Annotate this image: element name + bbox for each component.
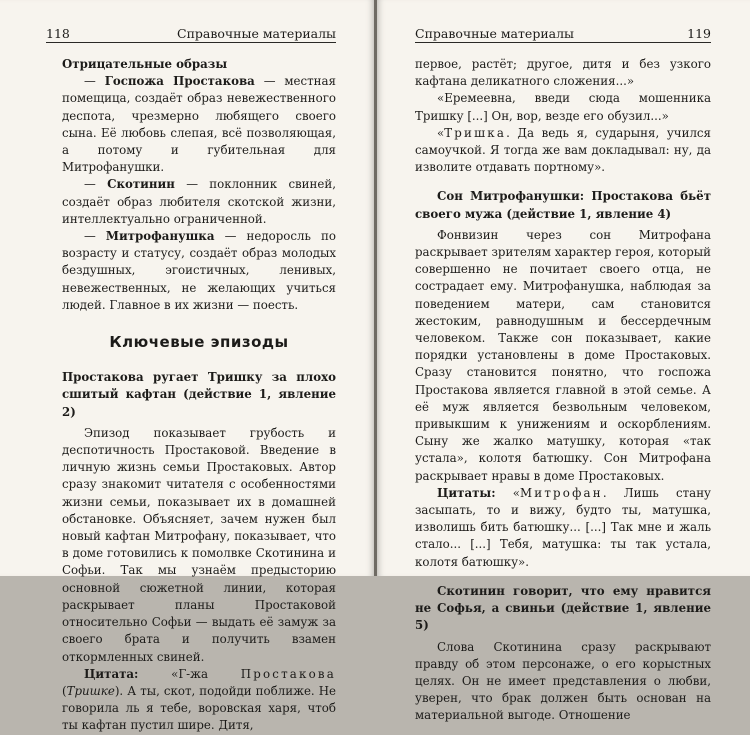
quote-paragraph: Цитата: «Г-жа Простакова (Тришке). А ты, скот, подойди поближе. Не говорила ль я тебе, воровская харя, чтоб ты кафтан пустил шире. Дитя,	[62, 666, 336, 733]
speaker-name: Тришка	[444, 125, 507, 140]
speaker-name: Митрофан	[519, 485, 603, 500]
episode-body: Фонвизин через сон Митрофана раскрывает зрителям характер героя, который совершенно не почитает своего отца, не сострадает ему. Митрофанушка, наблюдая за поведением матери, сам становится жестоким, равнодушным и бессердечным человеком. Также сон показывает, какие порядки установлены в доме Простаковых. Сразу становится понятно, что госпожа Простакова является главной в этой семье. А её муж является безвольным человеком, привыкшим к унижениям и оскорблениям. Сыну же жалко матушку, которая «так устала», колотя батюшку. Сон Митрофана раскрывает нравы в доме Простаковых.	[415, 227, 711, 483]
character-name: Скотинин	[107, 177, 175, 192]
episode-body: Слова Скотинина сразу раскрывают правду об этом персонаже, о его корыстных целях. Он не имеет представления о любви, уверен, что брак должен быть основан на материальной выгоде. Отношение	[415, 639, 711, 723]
character-name: Госпожа Простакова	[104, 74, 255, 89]
episode-body: Эпизод показывает грубость и деспотичность Простаковой. Введение в личную жизнь семьи Простаковых. Автор сразу знакомит читателя с особенностями жизни семьи, показывает их в домашней обстановке. Объясняет, зачем нужен был новый кафтан Митрофану, показывает, что в доме готовились к помолвке Скотинина и Софьи. Так мы узнаём предысторию основной сюжетной линии, которая раскрывает планы Простаковой относительно Софьи — выдать её замуж за своего брата и получить взамен откормленных свиней.	[62, 425, 336, 664]
running-title: Справочные материалы	[177, 26, 336, 41]
quote-paragraph: Цитаты: «Митрофан. Лишь стану засыпать, то и вижу, будто ты, матушка, изволишь бить батюшку... [...] Так мне и жаль стало... [...] Тебя, матушка: ты так устала, колотя батюшку».	[415, 485, 711, 569]
running-title: Справочные материалы	[415, 26, 574, 41]
page-number: 119	[687, 26, 711, 41]
right-page	[377, 0, 750, 723]
stage-direction: Тришке	[66, 683, 115, 698]
character-entry: — Скотинин — поклонник свиней, создаёт образ любителя скотской жизни, интеллектуально ограниченной.	[62, 177, 337, 226]
chapter-heading: Ключевые эпизоды	[109, 333, 289, 352]
character-entry: — Митрофанушка — недоросль по возрасту и статусу, создаёт образ молодых бездушных, эгоистичных, ленивых, невежественных, не желающих учиться людей. Главное в их жизни — поесть.	[62, 229, 336, 312]
left-running-head	[46, 26, 336, 43]
quote-line: «Еремеевна, введи сюда мошенника Тришку [...] Он, вор, везде его обузил...»	[415, 91, 711, 123]
speaker-name: Простакова	[240, 666, 336, 681]
episode-title: Простакова ругает Тришку за плохо сшитый кафтан (действие 1, явление 2)	[62, 370, 336, 419]
character-entry: — Госпожа Простакова — местная помещица, создаёт образ невежественного деспота, чрезмерно любящего своего сына. Её любовь слепая, всё позволяющая, а потому и губительная для Митрофанушки.	[62, 74, 337, 175]
quote-label: Цитаты:	[437, 485, 496, 500]
right-running-head	[415, 26, 711, 43]
continued-text: первое, растёт; другое, дитя и без узкого кафтана деликатного сложения...»	[415, 57, 711, 89]
quote-line: «Тришка. Да ведь я, сударыня, учился самоучкой. Я тогда же вам докладывал: ну, да изволите отдавать портному».	[415, 125, 711, 175]
page-number: 118	[46, 26, 70, 41]
character-name: Митрофанушка	[105, 229, 215, 244]
episode-title: Сон Митрофанушки: Простакова бьёт своего мужа (действие 1, явление 4)	[415, 189, 711, 221]
episode-title: Скотинин говорит, что ему нравится не Софья, а свиньи (действие 1, явление 5)	[415, 583, 711, 633]
left-content	[62, 56, 336, 735]
quote-label: Цитата:	[84, 666, 139, 681]
section-heading: Отрицательные образы	[62, 57, 228, 71]
left-page	[0, 0, 374, 733]
right-content	[415, 56, 711, 725]
